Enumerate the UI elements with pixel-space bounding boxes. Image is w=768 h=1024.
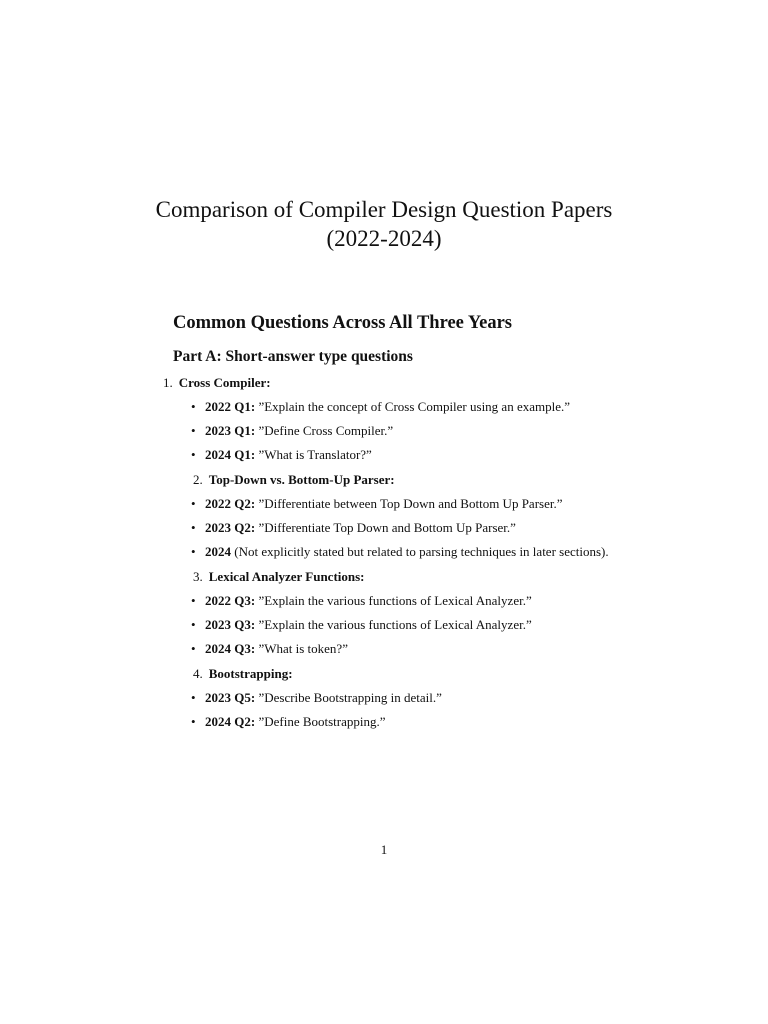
- topic-label: Cross Compiler:: [178, 375, 271, 390]
- question-year: 2022 Q3:: [205, 593, 256, 608]
- question-text: ”Explain the various functions of Lexical Analyzer.”: [255, 617, 532, 632]
- question-text: ”Define Bootstrapping.”: [255, 714, 386, 729]
- list-item: [191, 544, 623, 560]
- topic-number: 1.: [163, 375, 173, 390]
- list-item: [191, 593, 623, 609]
- list-item: [191, 520, 623, 536]
- list-item: [191, 423, 623, 439]
- question-text: ”What is token?”: [255, 641, 348, 656]
- section-heading: Common Questions Across All Three Years: [173, 313, 513, 333]
- question-year: 2024 Q1:: [205, 447, 256, 462]
- question-text: ”What is Translator?”: [255, 447, 372, 462]
- bullet-icon: •: [191, 641, 196, 656]
- list-item: [191, 447, 623, 463]
- bullet-icon: •: [191, 544, 196, 559]
- bullet-icon: •: [191, 423, 196, 438]
- question-text: ”Differentiate Top Down and Bottom Up Parser.”: [255, 520, 516, 535]
- question-text: ”Explain the concept of Cross Compiler using an example.”: [255, 399, 571, 414]
- question-list: [173, 496, 623, 560]
- bullet-icon: •: [191, 447, 196, 462]
- question-year: 2024: [205, 544, 231, 559]
- question-text: ”Differentiate between Top Down and Bottom Up Parser.”: [255, 496, 563, 511]
- question-year: 2024 Q2:: [205, 714, 256, 729]
- list-item: [191, 617, 623, 633]
- document-content: [163, 310, 623, 738]
- subsection-heading: Part A: Short-answer type questions: [173, 348, 413, 365]
- question-year: 2023 Q1:: [205, 423, 256, 438]
- question-year: 2023 Q5:: [205, 690, 256, 705]
- page-number: 1: [380, 842, 388, 857]
- topic-label: Top-Down vs. Bottom-Up Parser:: [208, 472, 395, 487]
- title-line-1: Comparison of Compiler Design Question Papers: [155, 197, 613, 222]
- question-list: [173, 593, 623, 657]
- question-year: 2022 Q1:: [205, 399, 256, 414]
- bullet-icon: •: [191, 714, 196, 729]
- bullet-icon: •: [191, 593, 196, 608]
- title-line-2: (2022-2024): [326, 226, 442, 251]
- bullet-icon: •: [191, 496, 196, 511]
- document-title: [0, 195, 768, 253]
- list-item: [191, 641, 623, 657]
- topic-number: 2.: [193, 472, 203, 487]
- list-item: [191, 496, 623, 512]
- bullet-icon: •: [191, 520, 196, 535]
- topic-heading: [193, 471, 623, 488]
- question-year: 2022 Q2:: [205, 496, 256, 511]
- question-list: [173, 399, 623, 463]
- question-text: ”Explain the various functions of Lexical Analyzer.”: [255, 593, 532, 608]
- topic-heading: [193, 568, 623, 585]
- list-item: [191, 714, 623, 730]
- topic-heading: [193, 665, 623, 682]
- question-text: ”Define Cross Compiler.”: [255, 423, 394, 438]
- list-item: [191, 690, 623, 706]
- topic-number: 3.: [193, 569, 203, 584]
- question-year: 2024 Q3:: [205, 641, 256, 656]
- bullet-icon: •: [191, 690, 196, 705]
- topic-number: 4.: [193, 666, 203, 681]
- bullet-icon: •: [191, 399, 196, 414]
- topic-heading: [163, 374, 623, 391]
- bullet-icon: •: [191, 617, 196, 632]
- topic-label: Bootstrapping:: [208, 666, 293, 681]
- list-item: [191, 399, 623, 415]
- question-list: [173, 690, 623, 730]
- question-year: 2023 Q3:: [205, 617, 256, 632]
- question-text: ”Describe Bootstrapping in detail.”: [255, 690, 442, 705]
- question-text: (Not explicitly stated but related to parsing techniques in later sections).: [231, 544, 609, 559]
- question-year: 2023 Q2:: [205, 520, 256, 535]
- topic-label: Lexical Analyzer Functions:: [208, 569, 365, 584]
